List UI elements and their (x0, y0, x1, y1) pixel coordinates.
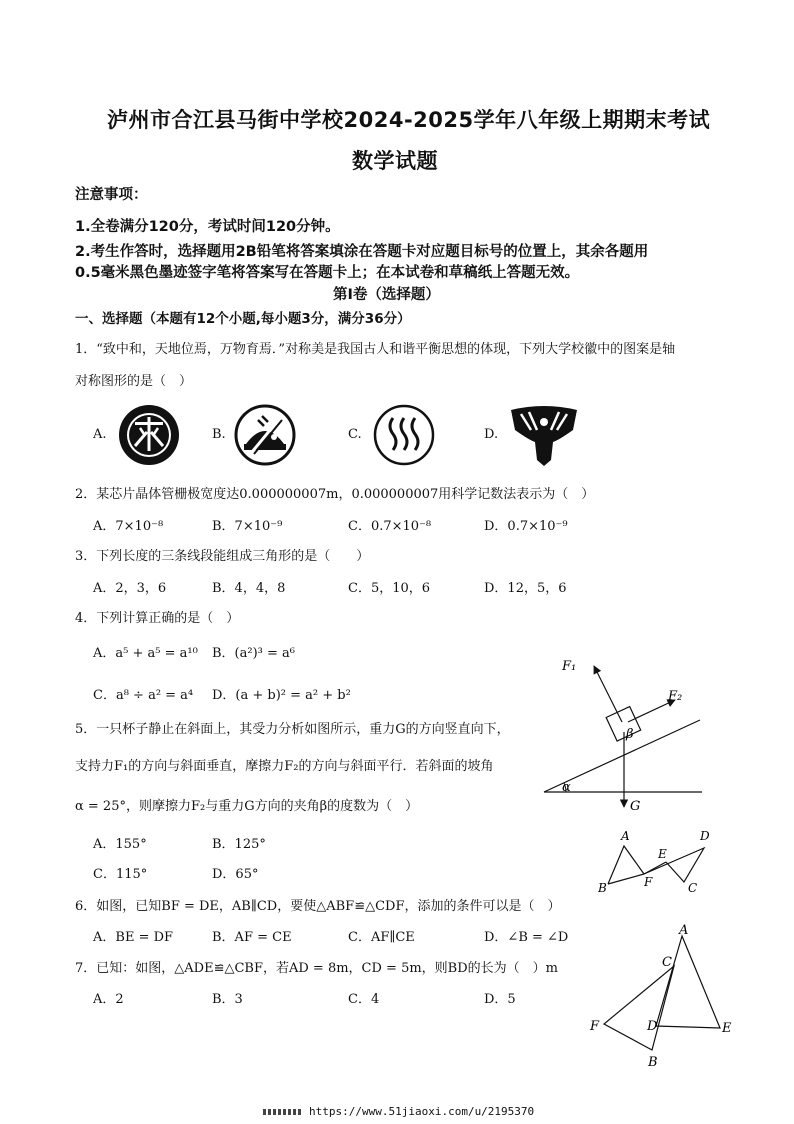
page-title: 泸州市合江县马街中学校2024-2025学年八年级上期期末考试 (107, 108, 711, 132)
q3-stem: 3．下列长度的三条线段能组成三角形的是（ ） (75, 549, 370, 564)
q3-option-c: C．5，10，6 (348, 581, 431, 596)
q1-stem-line-1: 1．“致中和，天地位焉，万物育焉．”对称美是我国古人和谐平衡思想的体现，下列大学校徽中的图案是轴 (75, 342, 676, 357)
tsinghua-style-logo-icon (234, 404, 296, 466)
q4-option-d: D．(a + b)² = a² + b² (212, 688, 351, 703)
q5-stem-line-3: α = 25°，则摩擦力F₂与重力G方向的夹角β的度数为（ ） (75, 799, 419, 814)
q5-label-f1: F₁ (562, 659, 577, 674)
footer-url[interactable]: https://www.51jiaoxi.com/u/2195370 (309, 1105, 535, 1118)
q6-option-d: D．∠B = ∠D (484, 930, 569, 945)
q1-option-b-label: B. (212, 427, 226, 442)
q7-label-a: A (679, 923, 689, 938)
section-heading: 一、选择题（本题有12个小题,每小题3分，满分36分） (75, 311, 411, 327)
q6-label-d: D (700, 829, 710, 843)
part-1-heading: 第Ⅰ卷（选择题） (333, 287, 440, 303)
notice-item-2-line-2: 0.5毫米黑色墨迹签字笔将答案写在答题卡上；在本试卷和草稿纸上答题无效。 (75, 265, 580, 281)
q7-label-e: E (722, 1021, 732, 1036)
q6-stem: 6．如图，已知BF = DE，AB∥CD，要使△ABF≌△CDF，添加的条件可以是（ ） (75, 899, 561, 914)
watermark-logo-icon (263, 1109, 303, 1115)
q2-option-d: D．0.7×10⁻⁹ (484, 519, 568, 534)
q3-option-a: A．2，3，6 (93, 581, 167, 596)
notice-item-2-line-1: 2.考生作答时，选择题用2B铅笔将答案填涂在答题卡对应题目标号的位置上，其余各题用 (75, 244, 649, 260)
q5-stem-line-2: 支持力F₁的方向与斜面垂直，摩擦力F₂的方向与斜面平行．若斜面的坡角 (75, 759, 494, 774)
q2-option-c: C．0.7×10⁻⁸ (348, 519, 432, 534)
q6-label-b: B (598, 881, 607, 895)
q6-label-f: F (644, 875, 653, 889)
q5-label-beta: β (626, 727, 634, 742)
q5-label-f2: F₂ (668, 689, 683, 704)
q6-option-b: B．AF = CE (212, 930, 292, 945)
q6-label-e: E (658, 847, 667, 861)
q1-option-d-label: D. (484, 427, 499, 442)
eagle-logo-icon (507, 400, 581, 468)
q5-option-d: D．65° (212, 867, 259, 882)
q5-option-c: C．115° (93, 867, 148, 882)
q4-stem: 4．下列计算正确的是（ ） (75, 611, 240, 626)
q7-label-d: D (647, 1019, 658, 1034)
q7-stem: 7．已知：如图，△ADE≌△CBF，若AD = 8m，CD = 5m，则BD的长为（ ）m (75, 961, 558, 976)
q7-figure (584, 922, 744, 1072)
q7-option-b: B．3 (212, 992, 243, 1007)
q5-option-a: A．155° (93, 837, 147, 852)
q6-figure (596, 826, 716, 896)
q6-option-c: C．AF∥CE (348, 930, 415, 945)
q6-option-a: A．BE = DF (93, 930, 174, 945)
q7-label-b: B (648, 1055, 658, 1070)
q4-option-a: A．a⁵ + a⁵ = a¹⁰ (93, 646, 198, 661)
q3-option-b: B．4，4，8 (212, 581, 286, 596)
q3-option-d: D．12，5，6 (484, 581, 567, 596)
flame-logo-icon (373, 404, 435, 466)
peking-university-logo-icon (118, 404, 180, 466)
q5-label-alpha: α (562, 780, 571, 795)
q7-option-a: A．2 (93, 992, 124, 1007)
q1-option-a-label: A. (93, 427, 107, 442)
q1-stem-line-2: 对称图形的是（ ） (75, 374, 193, 389)
q2-stem: 2．某芯片晶体管栅极宽度达0.000000007m，0.000000007用科学记数法表示为（ ） (75, 487, 595, 502)
page-subtitle: 数学试题 (352, 149, 438, 173)
q6-label-c: C (688, 881, 698, 895)
q6-label-a: A (621, 829, 630, 843)
footer (263, 1105, 534, 1118)
notice-item-1: 1.全卷满分120分，考试时间120分钟。 (75, 219, 340, 235)
q4-option-c: C．a⁸ ÷ a² = a⁴ (93, 688, 194, 703)
q4-option-b: B．(a²)³ = a⁶ (212, 646, 295, 661)
q1-option-c-label: C. (348, 427, 362, 442)
q5-stem-line-1: 5．一只杯子静止在斜面上，其受力分析如图所示，重力G的方向竖直向下， (75, 722, 510, 737)
q7-option-d: D．5 (484, 992, 516, 1007)
q5-label-g: G (630, 799, 641, 812)
q2-option-a: A．7×10⁻⁸ (93, 519, 164, 534)
q5-option-b: B．125° (212, 837, 266, 852)
q2-option-b: B．7×10⁻⁹ (212, 519, 283, 534)
q7-option-c: C．4 (348, 992, 380, 1007)
q5-incline-figure (540, 652, 710, 812)
notice-heading: 注意事项： (75, 187, 148, 203)
q7-label-f: F (590, 1019, 600, 1034)
q7-label-c: C (662, 955, 672, 970)
q5-f1-arrow (594, 666, 622, 722)
